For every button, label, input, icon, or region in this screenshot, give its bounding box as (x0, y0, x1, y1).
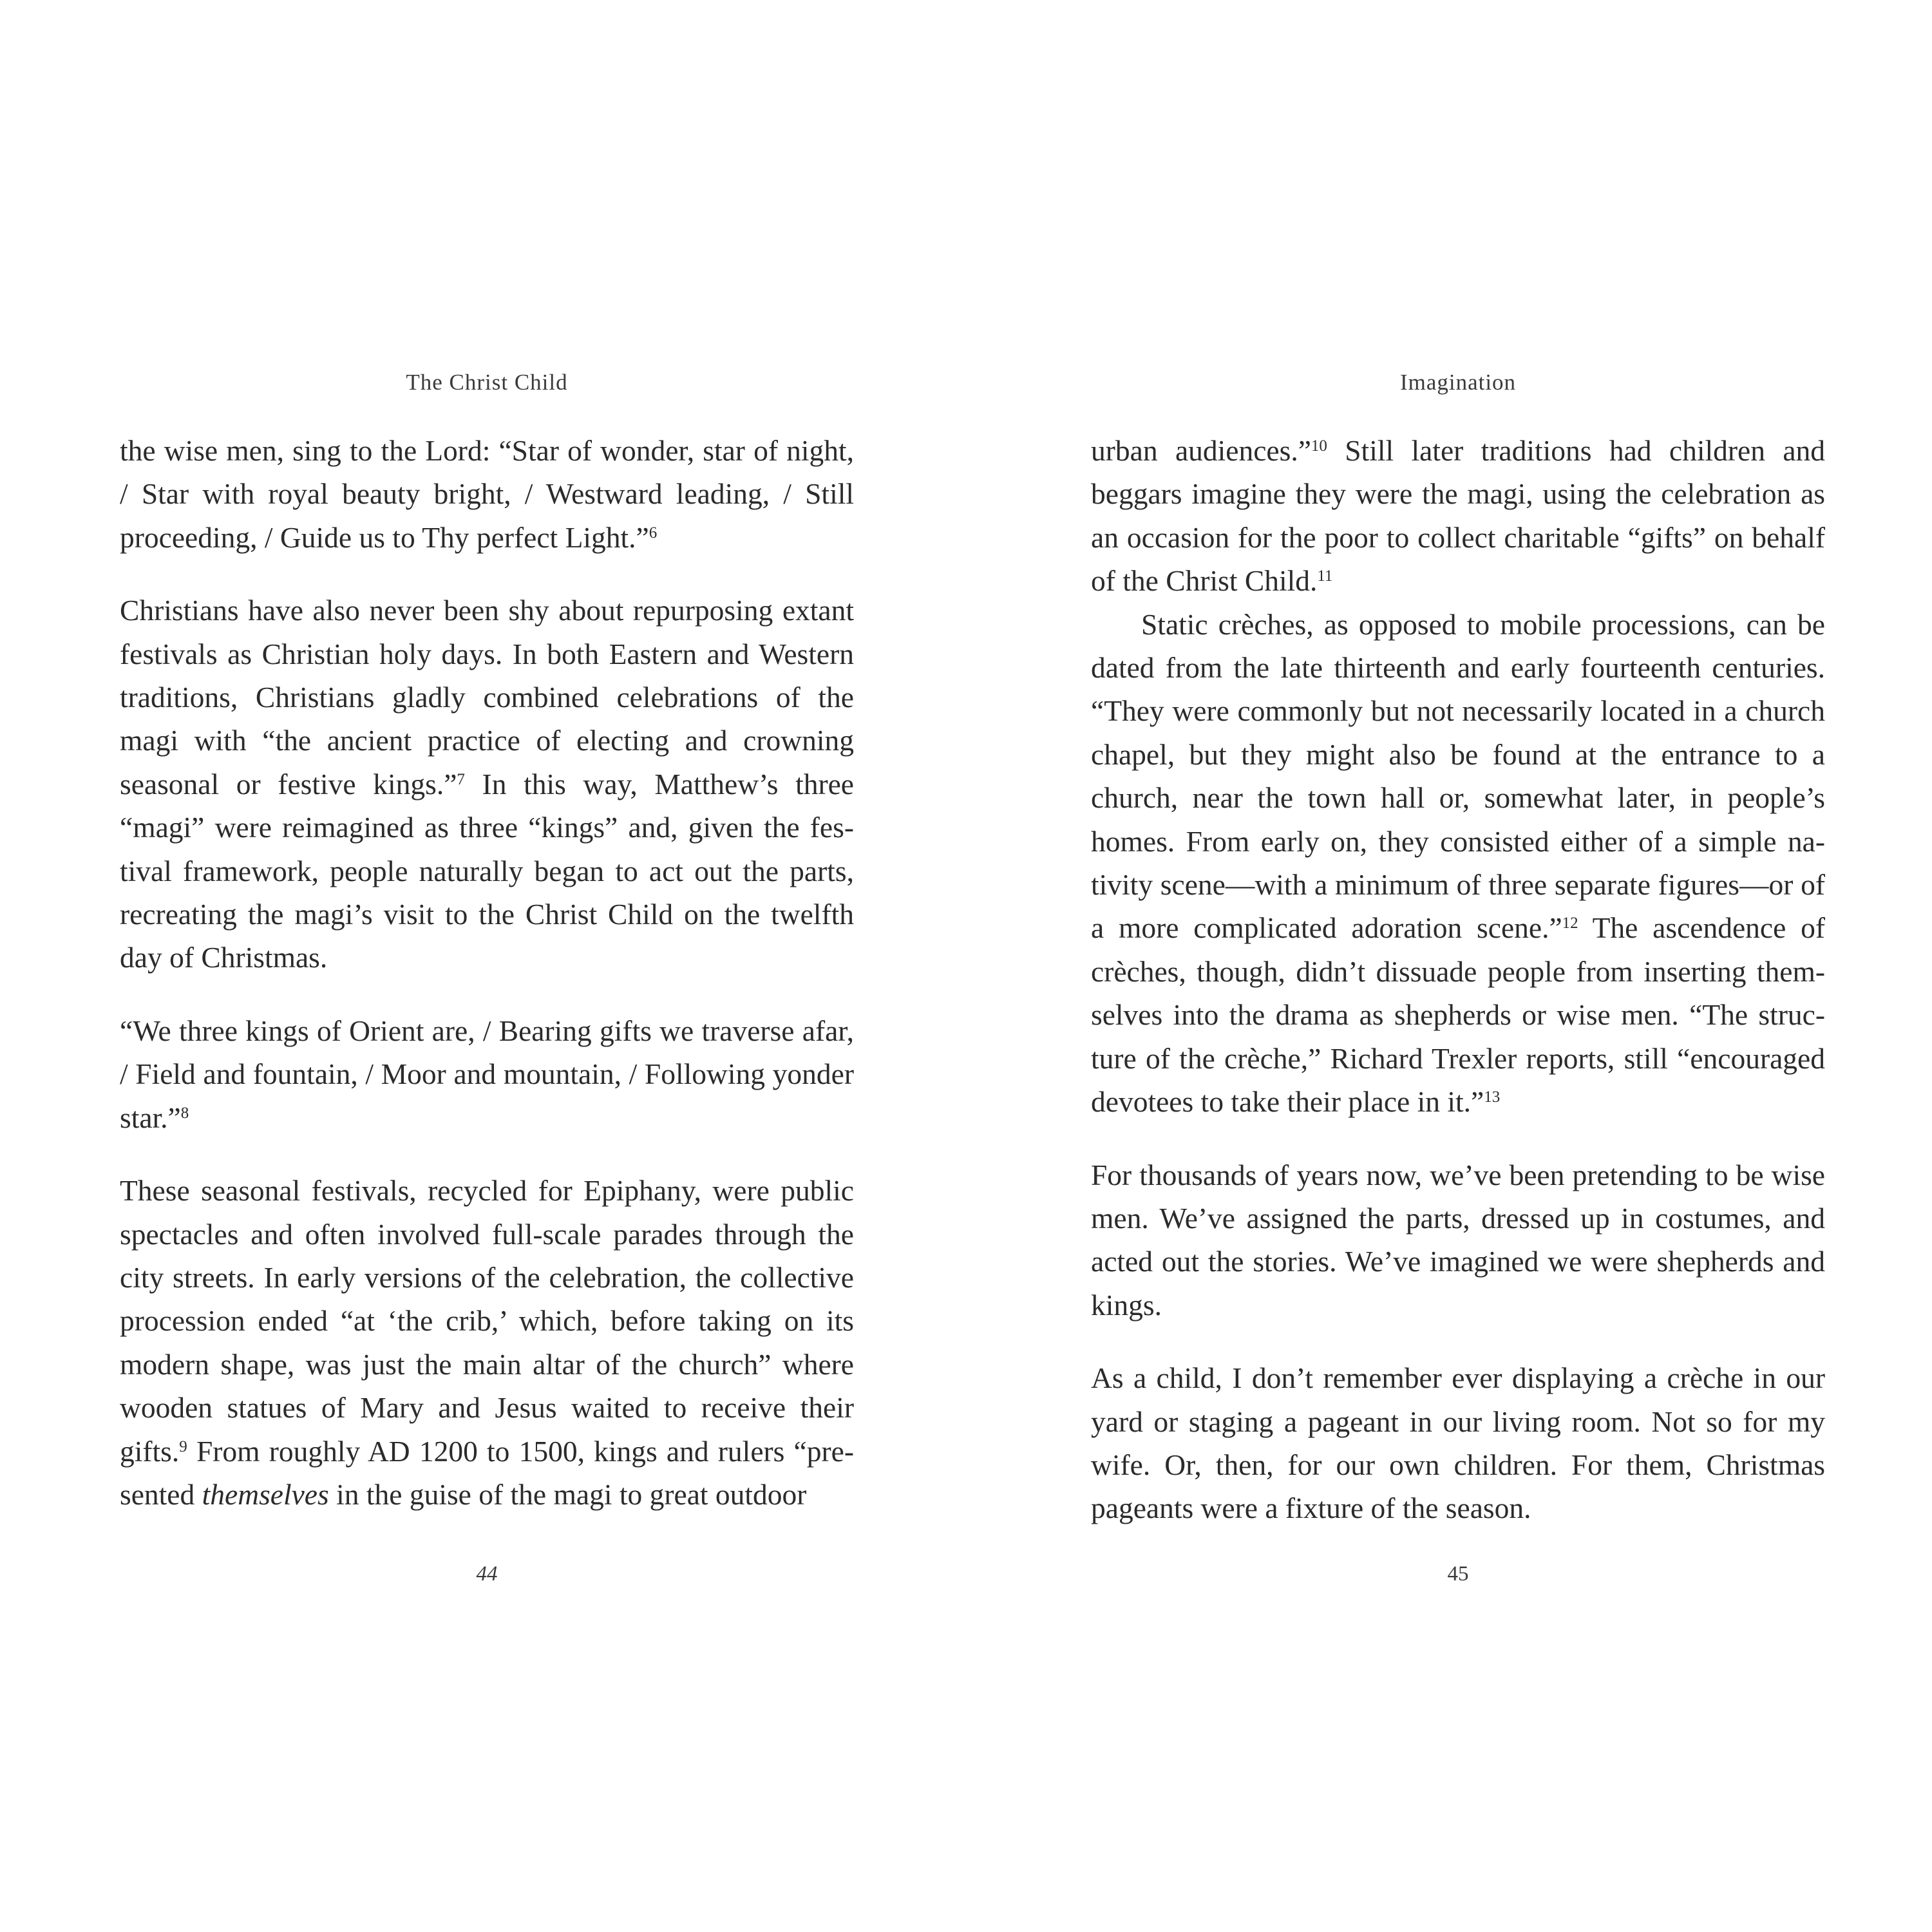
paragraph-text: As a child, I don’t remember ever displaying a crèche in our yard or staging a pageant in our living room. Not so for my wife. Or, then, for our own children. For them, Christmas pageants were a fixture of the season. (1091, 1361, 1825, 1525)
paragraph (120, 429, 854, 559)
paragraph (1091, 1356, 1825, 1530)
page-number-left: 44 (476, 1562, 498, 1586)
footnote-ref: 13 (1484, 1088, 1501, 1106)
left-text-block (120, 429, 854, 1516)
footnote-ref: 11 (1317, 567, 1333, 585)
paragraph-text: “We three kings of Orient are, / Bearing gifts we traverse afar, / Field and fountain, / Moor and mountain, / Following yonder star.” (120, 1014, 854, 1134)
paragraph-text: in the guise of the magi to great outdoor (328, 1477, 807, 1511)
paragraph (120, 1169, 854, 1516)
page-number-right: 45 (1447, 1562, 1469, 1586)
paragraph-text: the wise men, sing to the Lord: “Star of wonder, star of night, / Star with royal beauty bright, / Westward leading, / Still proceeding, / Guide us to Thy perfect Light.” (120, 434, 854, 554)
right-text-block (1091, 429, 1825, 1530)
paragraph (1091, 429, 1825, 603)
left-page (120, 0, 854, 1932)
paragraph-text: Christians have also never been shy about repurposing extant festivals as Christian holy days. In both Eastern and Western traditions, Christians gladly combined celebrations of the magi with “the ancient practice of electing and crowning seasonal or festive kings.” (120, 594, 854, 800)
paragraph (120, 589, 854, 980)
paragraph-text: urban audiences.” (1091, 434, 1311, 467)
paragraph-text: These seasonal festivals, recycled for Epiphany, were public spectacles and often involved full-scale parades through the city streets. In early versions of the celebration, the collective procession ended “at ‘the crib,’ which, before taking on its modern shape, was just the main altar of the church” where wooden statues of Mary and Jesus waited to receive their gifts. (120, 1174, 854, 1468)
footnote-ref: 6 (649, 524, 658, 542)
running-head-left: The Christ Child (406, 370, 568, 395)
footnote-ref: 8 (180, 1104, 189, 1122)
paragraph (1091, 1153, 1825, 1327)
right-page (1091, 0, 1825, 1932)
paragraph-text: In this way, Matthew’s three “magi” were reimagined as three “kings” and, given the festival framework, people naturally began to act out the parts, recreating the magi’s visit to the Christ Child on the twelfth day of Christmas. (120, 767, 855, 974)
footnote-ref: 12 (1562, 914, 1578, 933)
paragraph-text: From roughly AD 1200 to 1500, kings and rulers “presented (120, 1434, 854, 1511)
paragraph-text: For thousands of years now, we’ve been pretending to be wise men. We’ve assigned the parts, dressed up in costumes, and acted out the stories. We’ve imagined we were shepherds and kings. (1091, 1158, 1825, 1321)
paragraph (1091, 603, 1825, 1124)
footnote-ref: 7 (457, 770, 465, 788)
paragraph-text: Still later traditions had children and beggars imagine they were the magi, using the celebration as an occasion for the poor to collect charitable “gifts” on behalf of the Christ Child. (1091, 434, 1826, 598)
footnote-ref: 10 (1311, 437, 1327, 455)
paragraph-text: The ascendence of crèches, though, didn’t dissuade people from inserting themselves into the drama as shepherds or wise men. “The structure of the crèche,” Richard Trexler reports, still “encouraged devotees to take their place in it.” (1091, 911, 1825, 1119)
paragraph-text: Static crèches, as opposed to mobile processions, can be dated from the late thirteenth and early fourteenth centuries. “They were commonly but not necessarily located in a church chapel, but they might also be found at the entrance to a church, near the town hall or, somewhat later, in people’s homes. From early on, they consisted either of a simple nativity scene—with a minimum of three separate figures—or of a more complicated adoration scene.” (1091, 607, 1825, 945)
emphasis-text: themselves (202, 1477, 329, 1511)
running-head-right: Imagination (1399, 370, 1517, 395)
paragraph (120, 1009, 854, 1139)
footnote-ref: 9 (179, 1437, 187, 1455)
